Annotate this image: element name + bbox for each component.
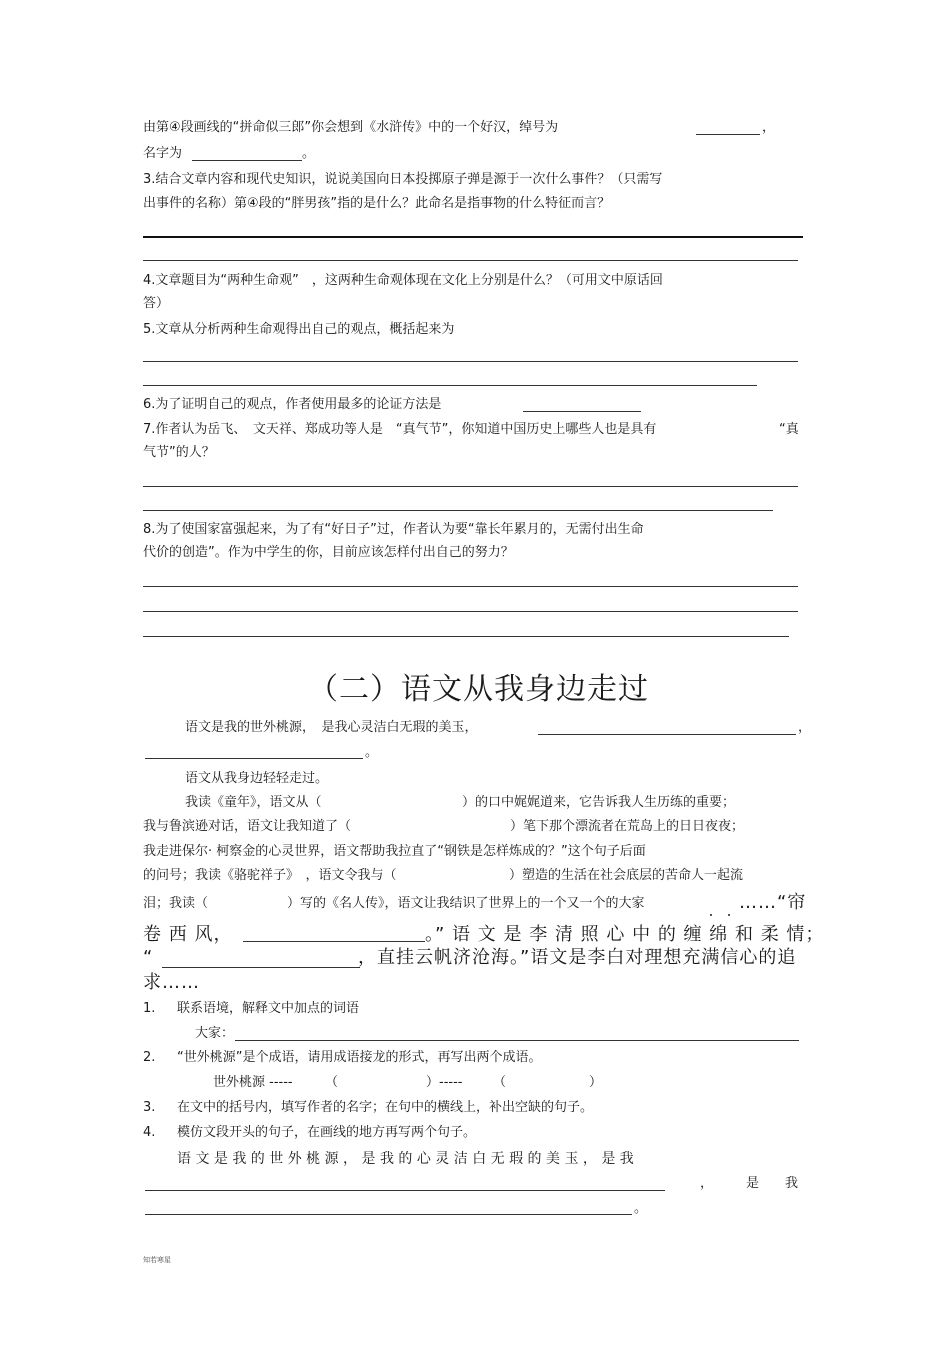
task-text: 联系语境，解释文中加点的词语 bbox=[177, 1001, 360, 1016]
q2-nickname-blank[interactable] bbox=[696, 134, 760, 135]
q8-answer-line[interactable] bbox=[143, 636, 789, 637]
q5-text: 5.文章从分析两种生命观得出自己的观点，概括起来为 bbox=[143, 322, 455, 337]
p9-text-b: ，直挂云帆济沧海。”语文是李白对理想充满信心的追 bbox=[358, 947, 797, 968]
q3-answer-line[interactable] bbox=[143, 260, 798, 261]
p10-text: 求…… bbox=[143, 972, 200, 993]
chain-paren-open: （ bbox=[325, 1075, 339, 1090]
q2-line1: 由第④段画线的“拼命似三郎”你会想到《水浒传》中的一个好汉，绰号为 bbox=[143, 120, 559, 135]
p5-text: 我走进保尔· 柯察金的心灵世界，语文帮助我拉直了“钢铁是怎样炼成的？”这个句子后面 bbox=[143, 844, 646, 859]
q2-end: 。 bbox=[302, 146, 316, 161]
p8-text-b: 。” 语 文 是 李 清 照 心 中 的 缠 绵 和 柔 情； bbox=[425, 924, 825, 945]
p9-text-a: “ bbox=[143, 947, 154, 968]
imitation-blank1[interactable] bbox=[145, 1190, 665, 1191]
q7-answer-line[interactable] bbox=[143, 486, 798, 487]
p7-text-a: 泪；我读（ bbox=[143, 896, 209, 911]
emphasis-dot bbox=[728, 914, 730, 916]
p7-text-b: ）写的《名人传》，语文让我结识了世界上的一个又一个的大家 bbox=[287, 896, 645, 911]
chain-start: 世外桃源 ----- bbox=[213, 1075, 293, 1090]
p1-comma: ， bbox=[798, 720, 812, 735]
imitation-blank2[interactable] bbox=[145, 1214, 632, 1215]
p3-text-b: ）的口中娓娓道来，它告诉我人生历练的重要； bbox=[462, 795, 736, 810]
emphasis-dot bbox=[710, 914, 712, 916]
p9-blank[interactable] bbox=[162, 967, 360, 968]
q2-comma: ， bbox=[762, 120, 776, 135]
q2-name-blank[interactable] bbox=[192, 160, 302, 161]
task-number: 4. bbox=[143, 1125, 156, 1140]
p3-text-a: 我读《童年》，语文从（ bbox=[185, 795, 322, 810]
p6-text-a: 的问号；我读《骆驼祥子》 ，语文令我与（ bbox=[143, 868, 397, 883]
q7-line2: 气节”的人？ bbox=[143, 445, 215, 460]
imitation-comma: ， bbox=[700, 1176, 714, 1191]
chain-paren-open2: （ bbox=[493, 1075, 507, 1090]
task-number: 2. bbox=[143, 1050, 156, 1065]
q7-line1: 7.作者认为岳飞、 文天祥、郑成功等人是 “真气节”，你知道中国历史上哪些人也是具有 bbox=[143, 422, 657, 437]
q3-line1: 3.结合文章内容和现代史知识，说说美国向日本投掷原子弹是源于一次什么事件？（只需写 bbox=[143, 172, 663, 187]
q7-line1-end: “真 bbox=[779, 422, 799, 437]
imitation-line1: 语 文 是 我 的 世 外 桃 源 ， 是 我 的 心 灵 洁 白 无 瑕 的 美 玉 ， 是 我 bbox=[177, 1151, 634, 1167]
p1-blank2[interactable] bbox=[145, 758, 363, 759]
q4-line2: 答） bbox=[143, 296, 170, 311]
imitation-shiwo: 是 我 bbox=[746, 1176, 799, 1191]
footer-text: 知若寒星 bbox=[143, 1256, 171, 1264]
p1-blank[interactable] bbox=[538, 734, 796, 735]
p7-text-c: ……“帘 bbox=[739, 892, 807, 913]
p1-text: 语文是我的世外桃源， 是我心灵洁白无瑕的美玉， bbox=[185, 720, 478, 735]
p8-text-a: 卷 西 风， bbox=[143, 924, 233, 945]
task-number: 1. bbox=[143, 1001, 156, 1016]
p4-text-a: 我与鲁滨逊对话，语文让我知道了（ bbox=[143, 819, 352, 834]
q7-answer-line[interactable] bbox=[143, 510, 773, 511]
task-text: 模仿文段开头的句子，在画线的地方再写两个句子。 bbox=[177, 1125, 477, 1140]
q5-answer-line[interactable] bbox=[143, 361, 798, 362]
p1-end: 。 bbox=[365, 745, 379, 760]
p4-text-b: ）笔下那个漂流者在荒岛上的日日夜夜； bbox=[510, 819, 745, 834]
q4-line1: 4.文章题目为“两种生命观” ，这两种生命观体现在文化上分别是什么？（可用文中原话回 bbox=[143, 273, 663, 288]
task-text: 在文中的括号内，填写作者的名字；在句中的横线上，补出空缺的句子。 bbox=[177, 1100, 594, 1115]
p2-text: 语文从我身边轻轻走过。 bbox=[185, 771, 329, 786]
task1-label: 大家： bbox=[195, 1026, 235, 1041]
q8-line1: 8.为了使国家富强起来，为了有“好日子”过，作者认为要“靠长年累月的，无需付出生命 bbox=[143, 522, 644, 537]
q8-line2: 代价的创造”。作为中学生的你，目前应该怎样付出自己的努力？ bbox=[143, 545, 514, 560]
q8-answer-line[interactable] bbox=[143, 586, 798, 587]
section-title: （二）语文从我身边走过 bbox=[308, 672, 649, 707]
q3-answer-line[interactable] bbox=[143, 236, 803, 238]
q6-blank[interactable] bbox=[523, 411, 641, 412]
task-text: “世外桃源”是个成语，请用成语接龙的形式，再写出两个成语。 bbox=[177, 1050, 542, 1065]
q3-line2: 出事件的名称）第④段的“胖男孩”指的是什么？此命名是指事物的什么特征而言？ bbox=[143, 196, 611, 211]
chain-paren-close2: ） bbox=[589, 1075, 603, 1090]
task-number: 3. bbox=[143, 1100, 156, 1115]
q5-answer-line[interactable] bbox=[143, 385, 757, 386]
q2-line2: 名字为 bbox=[143, 146, 183, 161]
p6-text-b: ）塑造的生活在社会底层的苦命人一起流 bbox=[509, 868, 744, 883]
q6-text: 6.为了证明自己的观点，作者使用最多的论证方法是 bbox=[143, 397, 442, 412]
q8-answer-line[interactable] bbox=[143, 611, 798, 612]
imitation-end: 。 bbox=[634, 1201, 648, 1216]
p8-blank[interactable] bbox=[243, 941, 425, 942]
task1-blank[interactable] bbox=[235, 1040, 799, 1041]
chain-paren-close: ）----- bbox=[426, 1075, 463, 1090]
